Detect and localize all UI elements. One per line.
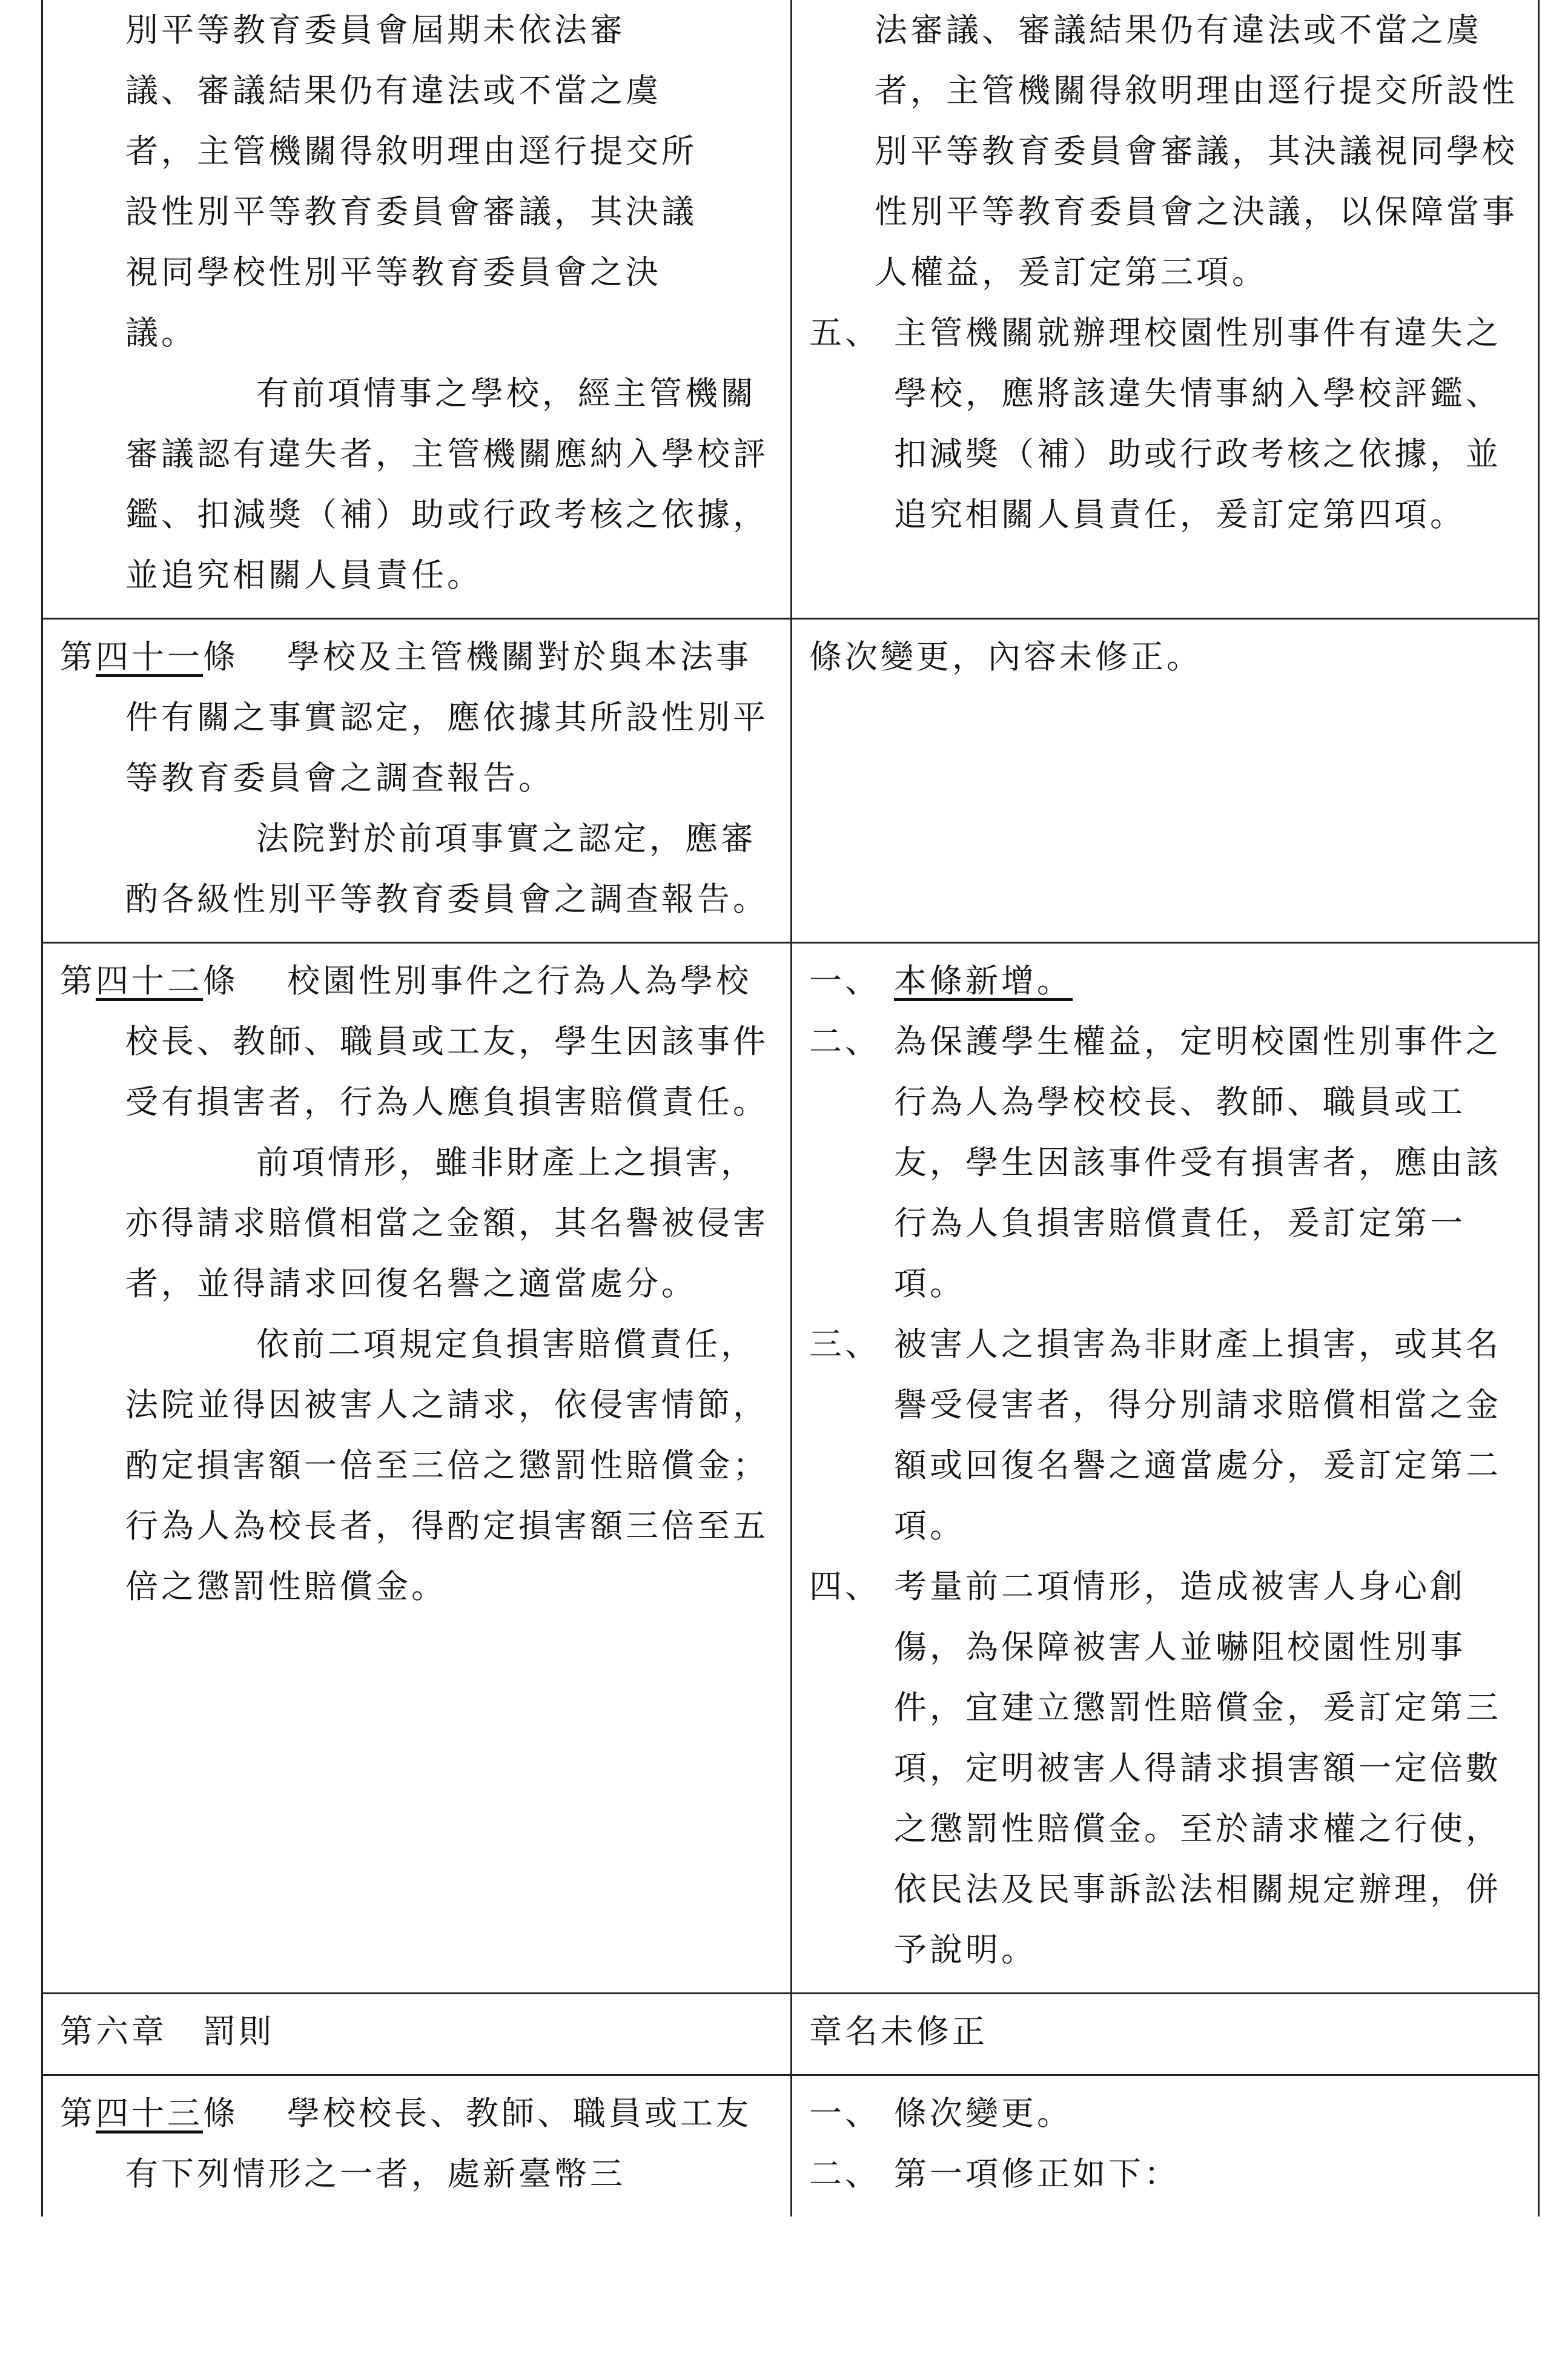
article-number: 四十三 bbox=[96, 2094, 203, 2132]
explanation-cell bbox=[792, 1994, 1539, 2075]
list-item bbox=[809, 1314, 1521, 1556]
item-number: 四、 bbox=[809, 1567, 881, 1605]
list-item bbox=[809, 951, 1521, 1011]
explanation-text: 章名未修正 bbox=[809, 2012, 988, 2051]
list-item bbox=[809, 2144, 1521, 2204]
explanation-cell bbox=[792, 943, 1539, 1994]
paragraph: 學校校長、教師、職員或工友有下列情形之一者，處新臺幣三 bbox=[125, 2094, 752, 2193]
paragraph: 法院對於前項事實之認定，應審酌各級性別平等教育委員會之調查報告。 bbox=[125, 819, 769, 918]
article-prefix: 第 bbox=[60, 2094, 96, 2132]
amended-text-cell bbox=[42, 943, 792, 1994]
article-suffix: 條 bbox=[203, 962, 239, 1000]
article-suffix: 條 bbox=[203, 2094, 239, 2132]
explanation-cell bbox=[792, 2075, 1539, 2217]
list-item bbox=[809, 303, 1521, 545]
item-text: 為保護學生權益，定明校園性別事件之行為人為學校校長、教師、職員或工友，學生因該事件受有損害者，應由該行為人負損害賠償責任，爰訂定第一項。 bbox=[894, 1022, 1501, 1303]
table-row bbox=[42, 943, 1539, 1994]
item-text: 被害人之損害為非財產上損害，或其名譽受侵害者，得分別請求賠償相當之金額或回復名譽之適當處分，爰訂定第二項。 bbox=[894, 1325, 1501, 1545]
item-text: 主管機關就辦理校園性別事件有違失之學校，應將該違失情事納入學校評鑑、扣減獎（補）助或行政考核之依據，並追究相關人員責任，爰訂定第四項。 bbox=[894, 314, 1501, 534]
text-line: 別平等教育委員會屆期未依法審 bbox=[125, 11, 626, 49]
article-heading bbox=[60, 627, 773, 808]
article-suffix: 條 bbox=[203, 638, 239, 676]
item-text: 條次變更。 bbox=[894, 2094, 1073, 2132]
item-number: 一、 bbox=[809, 2094, 881, 2132]
article-prefix: 第 bbox=[60, 962, 96, 1000]
table-row bbox=[42, 619, 1539, 943]
text-line: 者，主管機關得敘明理由逕行提交所 bbox=[125, 132, 697, 170]
item-number: 一、 bbox=[809, 962, 881, 1000]
article-prefix: 第 bbox=[60, 638, 96, 676]
amended-text-cell bbox=[42, 0, 792, 619]
item-number: 三、 bbox=[809, 1325, 881, 1363]
item-number: 二、 bbox=[809, 2155, 881, 2193]
chapter-title: 第六章 罰則 bbox=[60, 2012, 274, 2051]
item-text: 考量前二項情形，造成被害人身心創傷，為保障被害人並嚇阻校園性別事件，宜建立懲罰性賠償金，爰訂定第三項，定明被害人得請求損害額一定倍數之懲罰性賠償金。至於請求權之行使，依民法及民事訴訟法相關規定辦理，併予說明。 bbox=[894, 1567, 1501, 1969]
text-line: 議、審議結果仍有違法或不當之虞 bbox=[125, 71, 661, 110]
table-row bbox=[42, 2075, 1539, 2217]
paragraph: 學校及主管機關對於與本法事件有關之事實認定，應依據其所設性別平等教育委員會之調查報告。 bbox=[125, 638, 769, 797]
amended-text-cell bbox=[42, 2075, 792, 2217]
article-heading bbox=[60, 2083, 773, 2204]
chapter-heading-cell bbox=[42, 1994, 792, 2075]
table-row bbox=[42, 1994, 1539, 2075]
item-number: 五、 bbox=[809, 314, 881, 352]
list-item bbox=[809, 1011, 1521, 1314]
amended-text-cell bbox=[42, 619, 792, 943]
article-heading bbox=[60, 951, 773, 1132]
text-line: 議。 bbox=[125, 314, 197, 352]
item-text: 第一項修正如下： bbox=[894, 2155, 1180, 2193]
paragraph: 前項情形，雖非財產上之損害，亦得請求賠償相當之金額，其名譽被侵害者，並得請求回復名譽之適當處分。 bbox=[125, 1143, 769, 1303]
table-row bbox=[42, 0, 1539, 619]
paragraph: 法審議、審議結果仍有違法或不當之虞者，主管機關得敘明理由逕行提交所設性別平等教育委員會審議，其決議視同學校性別平等教育委員會之決議，以保障當事人權益，爰訂定第三項。 bbox=[875, 11, 1518, 291]
text-line: 設性別平等教育委員會審議，其決議 bbox=[125, 193, 697, 231]
article-number: 四十一 bbox=[96, 638, 203, 676]
list-item bbox=[809, 1556, 1521, 1980]
paragraph: 依前二項規定負損害賠償責任，法院並得因被害人之請求，依侵害情節，酌定損害額一倍至三倍之懲罰性賠償金；行為人為校長者，得酌定損害額三倍至五倍之懲罰性賠償金。 bbox=[125, 1325, 769, 1605]
text-line: 視同學校性別平等教育委員會之決 bbox=[125, 253, 661, 291]
explanation-text: 條次變更，內容未修正。 bbox=[809, 638, 1202, 676]
paragraph: 有前項情事之學校，經主管機關審議認有違失者，主管機關應納入學校評鑑、扣減獎（補）助或行政考核之依據，並追究相關人員責任。 bbox=[125, 374, 769, 594]
explanation-cell bbox=[792, 619, 1539, 943]
list-item bbox=[809, 2083, 1521, 2144]
comparison-table bbox=[41, 0, 1540, 2216]
explanation-cell bbox=[792, 0, 1539, 619]
item-text: 本條新增。 bbox=[894, 962, 1073, 1000]
paragraph: 校園性別事件之行為人為學校校長、教師、職員或工友，學生因該事件受有損害者，行為人應負損害賠償責任。 bbox=[125, 962, 769, 1121]
article-number: 四十二 bbox=[96, 962, 203, 1000]
item-number: 二、 bbox=[809, 1022, 881, 1060]
